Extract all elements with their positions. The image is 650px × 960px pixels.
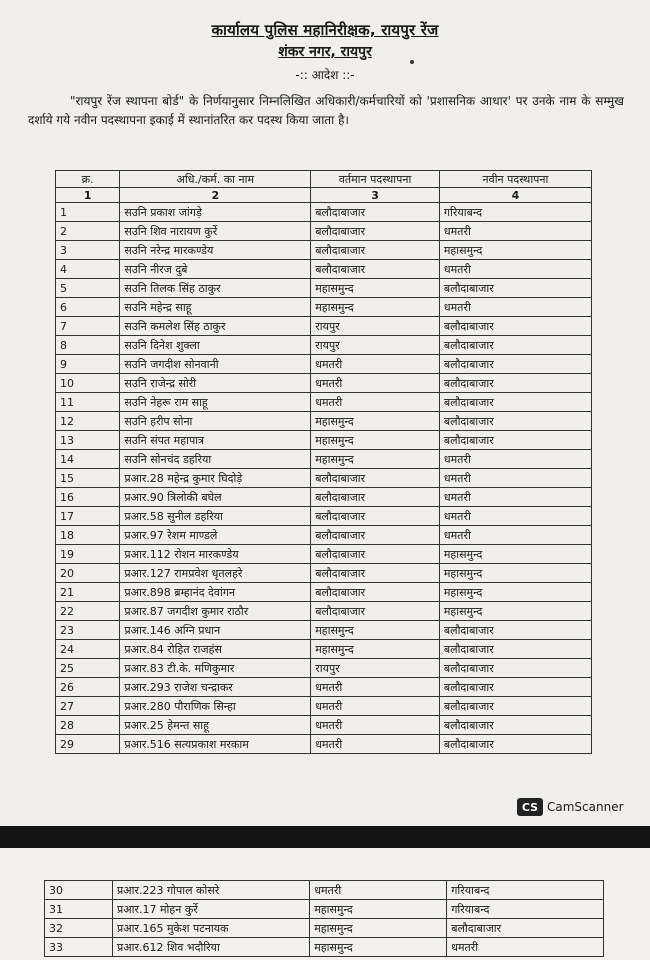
table-row	[56, 412, 592, 431]
current-posting-cell: धमतरी	[311, 393, 440, 412]
name-cell: प्रआर.146 अग्नि प्रधान	[120, 621, 311, 640]
table-row	[45, 881, 604, 900]
serial-cell: 20	[56, 564, 120, 583]
name-cell: प्रआर.612 शिव भदौरिया	[112, 938, 309, 957]
serial-cell: 17	[56, 507, 120, 526]
table-row	[45, 938, 604, 957]
table-row	[56, 450, 592, 469]
table-row	[56, 659, 592, 678]
current-posting-cell: धमतरी	[311, 697, 440, 716]
new-posting-cell: गरियाबन्द	[447, 881, 604, 900]
table-header-row	[56, 171, 592, 188]
table-row	[56, 279, 592, 298]
name-cell: प्रआर.516 सत्यप्रकाश मरकाम	[120, 735, 311, 754]
name-cell: प्रआर.280 पौराणिक सिन्हा	[120, 697, 311, 716]
table-row	[56, 393, 592, 412]
table-row	[56, 488, 592, 507]
new-posting-cell: बलौदाबाजार	[439, 640, 591, 659]
camscanner-label: CamScanner	[547, 800, 624, 814]
name-cell: प्रआर.898 ब्रम्हानंद देवांगन	[120, 583, 311, 602]
table-row	[56, 431, 592, 450]
table-row	[45, 919, 604, 938]
camscanner-logo-icon: CS	[517, 798, 543, 816]
serial-cell: 29	[56, 735, 120, 754]
new-posting-cell: धमतरी	[439, 469, 591, 488]
new-posting-cell: बलौदाबाजार	[439, 431, 591, 450]
serial-cell: 24	[56, 640, 120, 659]
table-column-number-row	[56, 188, 592, 203]
new-posting-cell: महासमुन्द	[439, 583, 591, 602]
name-cell: सउनि जगदीश सोनवानी	[120, 355, 311, 374]
office-title: कार्यालय पुलिस महानिरीक्षक, रायपुर रेंज	[211, 21, 439, 39]
table-row	[56, 355, 592, 374]
table-row	[56, 678, 592, 697]
current-posting-cell: बलौदाबाजार	[311, 222, 440, 241]
name-cell: प्रआर.293 राजेश चन्द्राकर	[120, 678, 311, 697]
table-row	[56, 716, 592, 735]
name-cell: प्रआर.58 सुनील डहरिया	[120, 507, 311, 526]
table-row	[45, 900, 604, 919]
name-cell: प्रआर.25 हेमन्त साहू	[120, 716, 311, 735]
current-posting-cell: धमतरी	[311, 355, 440, 374]
page-separator	[0, 826, 650, 848]
column-number: 1	[56, 188, 120, 203]
name-cell: सउनि प्रकाश जांगड़े	[120, 203, 311, 222]
serial-cell: 5	[56, 279, 120, 298]
name-cell: प्रआर.83 टी.के. मणिकुमार	[120, 659, 311, 678]
new-posting-cell: बलौदाबाजार	[439, 735, 591, 754]
new-posting-cell: बलौदाबाजार	[439, 279, 591, 298]
new-posting-cell: धमतरी	[447, 938, 604, 957]
serial-cell: 30	[45, 881, 113, 900]
current-posting-cell: महासमुन्द	[311, 621, 440, 640]
current-posting-cell: बलौदाबाजार	[311, 526, 440, 545]
current-posting-cell: धमतरी	[311, 678, 440, 697]
serial-cell: 2	[56, 222, 120, 241]
header-new-posting: नवीन पदस्थापना	[439, 171, 591, 188]
current-posting-cell: बलौदाबाजार	[311, 602, 440, 621]
table-row	[56, 602, 592, 621]
serial-cell: 9	[56, 355, 120, 374]
name-cell: सउनि नरेन्द्र मारकण्डेय	[120, 241, 311, 260]
serial-cell: 10	[56, 374, 120, 393]
table-row	[56, 469, 592, 488]
camscanner-watermark	[517, 798, 624, 816]
current-posting-cell: महासमुन्द	[311, 640, 440, 659]
table-row	[56, 374, 592, 393]
serial-cell: 14	[56, 450, 120, 469]
current-posting-cell: धमतरी	[310, 881, 447, 900]
serial-cell: 23	[56, 621, 120, 640]
table-row	[56, 203, 592, 222]
current-posting-cell: बलौदाबाजार	[311, 488, 440, 507]
column-number: 3	[311, 188, 440, 203]
serial-cell: 28	[56, 716, 120, 735]
current-posting-cell: बलौदाबाजार	[311, 545, 440, 564]
new-posting-cell: धमतरी	[439, 260, 591, 279]
table-row	[56, 735, 592, 754]
office-address: शंकर नगर, रायपुर	[278, 44, 372, 60]
new-posting-cell: धमतरी	[439, 526, 591, 545]
table-row	[56, 317, 592, 336]
serial-cell: 19	[56, 545, 120, 564]
current-posting-cell: धमतरी	[311, 374, 440, 393]
serial-cell: 16	[56, 488, 120, 507]
current-posting-cell: महासमुन्द	[310, 919, 447, 938]
new-posting-cell: बलौदाबाजार	[439, 697, 591, 716]
current-posting-cell: धमतरी	[311, 735, 440, 754]
new-posting-cell: महासमुन्द	[439, 564, 591, 583]
name-cell: प्रआर.112 रोशन मारकण्डेय	[120, 545, 311, 564]
serial-cell: 22	[56, 602, 120, 621]
name-cell: प्रआर.165 मुकेश पटनायक	[112, 919, 309, 938]
new-posting-cell: बलौदाबाजार	[447, 919, 604, 938]
serial-cell: 33	[45, 938, 113, 957]
new-posting-cell: बलौदाबाजार	[439, 336, 591, 355]
header-current-posting: वर्तमान पदस्थापना	[311, 171, 440, 188]
serial-cell: 3	[56, 241, 120, 260]
current-posting-cell: महासमुन्द	[311, 279, 440, 298]
name-cell: सउनि कमलेश सिंह ठाकुर	[120, 317, 311, 336]
new-posting-cell: महासमुन्द	[439, 545, 591, 564]
serial-cell: 32	[45, 919, 113, 938]
new-posting-cell: धमतरी	[439, 222, 591, 241]
current-posting-cell: बलौदाबाजार	[311, 583, 440, 602]
new-posting-cell: बलौदाबाजार	[439, 659, 591, 678]
new-posting-cell: बलौदाबाजार	[439, 621, 591, 640]
name-cell: प्रआर.17 मोहन कुर्रे	[112, 900, 309, 919]
table-row	[56, 222, 592, 241]
name-cell: प्रआर.28 महेन्द्र कुमार घिदोड़े	[120, 469, 311, 488]
name-cell: सउनि नेहरू राम साहू	[120, 393, 311, 412]
name-cell: सउनि राजेन्द्र सोरी	[120, 374, 311, 393]
header-name: अधि./कर्म. का नाम	[120, 171, 311, 188]
name-cell: सउनि शिव नारायण कुर्रे	[120, 222, 311, 241]
current-posting-cell: महासमुन्द	[310, 938, 447, 957]
new-posting-cell: धमतरी	[439, 507, 591, 526]
name-cell: प्रआर.127 रामप्रवेश धृतलहरे	[120, 564, 311, 583]
table-row	[56, 583, 592, 602]
current-posting-cell: रायपुर	[311, 336, 440, 355]
name-cell: सउनि तिलक सिंह ठाकुर	[120, 279, 311, 298]
new-posting-cell: गरियाबन्द	[439, 203, 591, 222]
new-posting-cell: बलौदाबाजार	[439, 412, 591, 431]
current-posting-cell: रायपुर	[311, 659, 440, 678]
current-posting-cell: बलौदाबाजार	[311, 260, 440, 279]
table-row	[56, 336, 592, 355]
current-posting-cell: बलौदाबाजार	[311, 469, 440, 488]
new-posting-cell: बलौदाबाजार	[439, 317, 591, 336]
serial-cell: 18	[56, 526, 120, 545]
table-row	[56, 507, 592, 526]
serial-cell: 26	[56, 678, 120, 697]
table-row	[56, 640, 592, 659]
header-serial: क्र.	[56, 171, 120, 188]
serial-cell: 7	[56, 317, 120, 336]
current-posting-cell: बलौदाबाजार	[311, 564, 440, 583]
current-posting-cell: महासमुन्द	[310, 900, 447, 919]
name-cell: सउनि सोनचंद डहरिया	[120, 450, 311, 469]
new-posting-cell: बलौदाबाजार	[439, 374, 591, 393]
table-row	[56, 545, 592, 564]
new-posting-cell: धमतरी	[439, 450, 591, 469]
table-row	[56, 260, 592, 279]
name-cell: प्रआर.90 त्रिलोकी बघेल	[120, 488, 311, 507]
table-row	[56, 697, 592, 716]
current-posting-cell: महासमुन्द	[311, 450, 440, 469]
column-number: 4	[439, 188, 591, 203]
current-posting-cell: महासमुन्द	[311, 298, 440, 317]
table-row	[56, 526, 592, 545]
name-cell: प्रआर.87 जगदीश कुमार राठौर	[120, 602, 311, 621]
serial-cell: 31	[45, 900, 113, 919]
column-number: 2	[120, 188, 311, 203]
transfer-table-continued	[44, 880, 604, 957]
new-posting-cell: गरियाबन्द	[447, 900, 604, 919]
new-posting-cell: धमतरी	[439, 488, 591, 507]
current-posting-cell: बलौदाबाजार	[311, 241, 440, 260]
serial-cell: 1	[56, 203, 120, 222]
table-row	[56, 564, 592, 583]
current-posting-cell: महासमुन्द	[311, 431, 440, 450]
serial-cell: 6	[56, 298, 120, 317]
transfer-table	[55, 170, 592, 754]
serial-cell: 25	[56, 659, 120, 678]
serial-cell: 4	[56, 260, 120, 279]
new-posting-cell: बलौदाबाजार	[439, 678, 591, 697]
current-posting-cell: धमतरी	[311, 716, 440, 735]
new-posting-cell: धमतरी	[439, 298, 591, 317]
name-cell: प्रआर.84 रोहित राजहंस	[120, 640, 311, 659]
table-row	[56, 298, 592, 317]
serial-cell: 12	[56, 412, 120, 431]
order-heading: -:: आदेश ::-	[295, 68, 355, 82]
new-posting-cell: बलौदाबाजार	[439, 355, 591, 374]
name-cell: प्रआर.97 रेशम माण्डले	[120, 526, 311, 545]
name-cell: सउनि महेन्द्र साहू	[120, 298, 311, 317]
current-posting-cell: बलौदाबाजार	[311, 507, 440, 526]
new-posting-cell: बलौदाबाजार	[439, 716, 591, 735]
current-posting-cell: रायपुर	[311, 317, 440, 336]
serial-cell: 13	[56, 431, 120, 450]
new-posting-cell: बलौदाबाजार	[439, 393, 591, 412]
serial-cell: 27	[56, 697, 120, 716]
name-cell: सउनि दिनेश शुक्ला	[120, 336, 311, 355]
name-cell: सउनि हरीप सोना	[120, 412, 311, 431]
new-posting-cell: महासमुन्द	[439, 602, 591, 621]
name-cell: प्रआर.223 गोपाल कोसरे	[112, 881, 309, 900]
serial-cell: 21	[56, 583, 120, 602]
new-posting-cell: महासमुन्द	[439, 241, 591, 260]
current-posting-cell: महासमुन्द	[311, 412, 440, 431]
serial-cell: 11	[56, 393, 120, 412]
serial-cell: 15	[56, 469, 120, 488]
serial-cell: 8	[56, 336, 120, 355]
name-cell: सउनि नीरज दुबे	[120, 260, 311, 279]
current-posting-cell: बलौदाबाजार	[311, 203, 440, 222]
order-paragraph: "रायपुर रेंज स्थापना बोर्ड" के निर्णयानुसार निम्नलिखित अधिकारी/कर्मचारियों को 'प्रशासनिक आधार' पर उनके नाम के सम्मुख दर्शाये गये नवीन पदस्थापना इकाई में स्थानांतरित कर पदस्थ किया जाता है।	[28, 94, 624, 127]
table-row	[56, 621, 592, 640]
name-cell: सउनि संपत महापात्र	[120, 431, 311, 450]
table-row	[56, 241, 592, 260]
